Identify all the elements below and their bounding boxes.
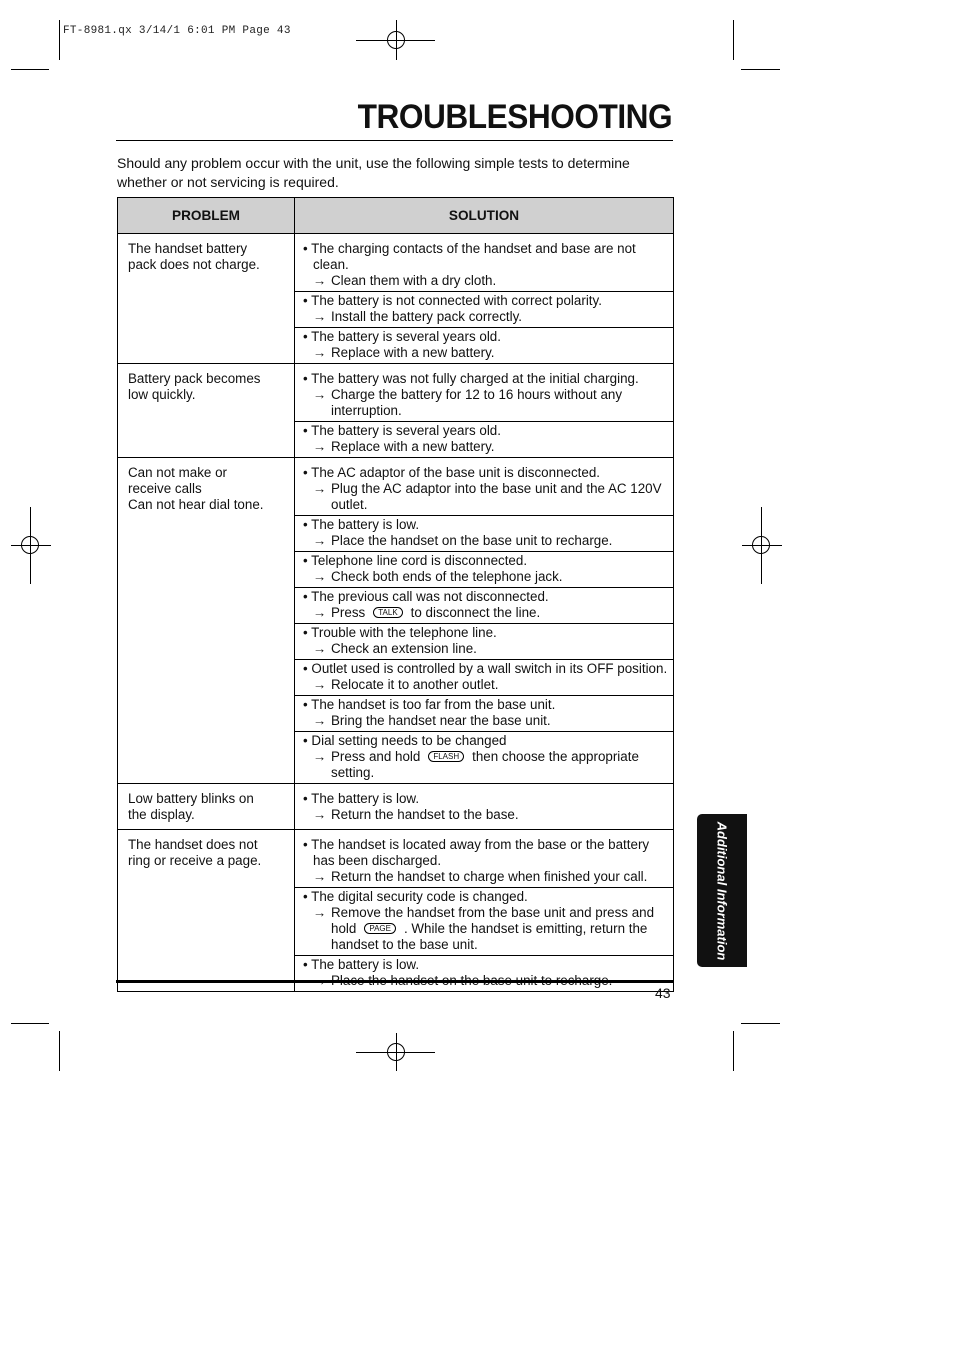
solution-header: SOLUTION [295, 198, 674, 234]
bullet: • [303, 733, 312, 748]
page-title: TROUBLESHOOTING [357, 98, 672, 136]
remedy-text [303, 569, 671, 585]
cause-text [303, 241, 671, 273]
cause-text [303, 733, 671, 749]
cause-text [303, 957, 671, 973]
table-row [118, 234, 674, 364]
bullet: • [303, 329, 312, 344]
bullet: • [303, 889, 312, 904]
bullet: • [303, 465, 312, 480]
cause-label: The digital security code is changed. [311, 889, 528, 904]
remedy-text [303, 677, 671, 693]
bullet: • [303, 791, 312, 806]
cause-label: The battery is several years old. [311, 423, 501, 438]
remedy-label: Plug the AC adaptor into the base unit and the AC 120V outlet. [331, 481, 662, 512]
solution-cell [295, 234, 674, 364]
solution-item [295, 887, 673, 955]
cause-text [303, 889, 671, 905]
table-row [118, 364, 674, 458]
bullet: • [303, 837, 312, 852]
problem-line: receive calls [128, 481, 202, 496]
remedy-label: Remove the handset from the base unit and press and hold [331, 905, 655, 936]
remedy-text [303, 869, 671, 885]
solution-cell [295, 458, 674, 784]
remedy-text [303, 481, 671, 513]
solution-cell [295, 830, 674, 992]
cause-label: Outlet used is controlled by a wall switch in its OFF position. [311, 661, 668, 676]
problem-line: Battery pack becomes [128, 371, 261, 386]
remedy-label: Check an extension line. [331, 641, 477, 656]
arrow-right-icon: → [313, 807, 327, 822]
remedy-label: to disconnect the line. [410, 605, 541, 620]
solution-item [295, 421, 673, 457]
problem-line: Can not make or [128, 465, 227, 480]
cause-label: Dial setting needs to be changed [311, 733, 507, 748]
remedy-label: Place the handset on the base unit to recharge. [331, 533, 613, 548]
cause-text [303, 465, 671, 481]
arrow-right-icon: → [313, 439, 327, 454]
remedy-label: Press and hold [331, 749, 421, 764]
remedy-text [303, 345, 671, 361]
cause-text [303, 625, 671, 641]
problem-line: low quickly. [128, 387, 196, 402]
table-row [118, 784, 674, 830]
section-tab [697, 814, 747, 967]
bullet: • [303, 957, 312, 972]
remedy-label: Return the handset to charge when finished your call. [331, 869, 648, 884]
solution-item [295, 830, 673, 887]
cause-text [303, 661, 671, 677]
page-number: 43 [655, 985, 671, 1001]
arrow-right-icon: → [313, 387, 327, 402]
problem-line: The handset battery [128, 241, 248, 256]
problem-cell [118, 830, 295, 992]
problem-line: pack does not charge. [128, 257, 260, 272]
arrow-right-icon: → [313, 569, 327, 584]
solution-item [295, 291, 673, 327]
bullet: • [303, 293, 312, 308]
bullet: • [303, 423, 312, 438]
solution-item [295, 587, 673, 623]
cause-label: The battery was not fully charged at the initial charging. [311, 371, 639, 386]
cause-text [303, 371, 671, 387]
remedy-label: Clean them with a dry cloth. [331, 273, 497, 288]
key-button-icon: PAGE [364, 923, 396, 934]
arrow-right-icon: → [313, 605, 327, 620]
problem-cell [118, 784, 295, 830]
remedy-label: Check both ends of the telephone jack. [331, 569, 563, 584]
solution-item [295, 784, 673, 825]
problem-header: PROBLEM [118, 198, 295, 234]
bullet: • [303, 241, 312, 256]
arrow-right-icon: → [313, 677, 327, 692]
print-slug: FT-8981.qx 3/14/1 6:01 PM Page 43 [63, 25, 291, 37]
solution-item [295, 327, 673, 363]
cause-label: The previous call was not disconnected. [311, 589, 549, 604]
solution-cell [295, 784, 674, 830]
solution-item [295, 234, 673, 291]
table-row [118, 830, 674, 992]
bullet: • [303, 553, 312, 568]
cause-label: The battery is not connected with correct polarity. [311, 293, 602, 308]
remedy-label: Return the handset to the base. [331, 807, 519, 822]
cause-label: The battery is low. [311, 791, 420, 806]
cause-text [303, 791, 671, 807]
bullet: • [303, 371, 312, 386]
bullet: • [303, 589, 312, 604]
intro-paragraph: Should any problem occur with the unit, use the following simple tests to determine whether or not servicing is required. [117, 155, 630, 190]
remedy-text [303, 273, 671, 289]
solution-item [295, 458, 673, 515]
bullet: • [303, 661, 312, 676]
solution-item [295, 731, 673, 783]
key-button-icon: FLASH [428, 751, 464, 762]
remedy-label: . While the handset is emitting, return the handset to the base unit. [331, 921, 648, 952]
arrow-right-icon: → [313, 481, 327, 496]
troubleshooting-table [117, 197, 674, 992]
solution-item [295, 623, 673, 659]
arrow-right-icon: → [313, 309, 327, 324]
arrow-right-icon: → [313, 713, 327, 728]
title-rule [116, 140, 673, 141]
cause-label: The charging contacts of the handset and base are not clean. [311, 241, 636, 272]
cause-text [303, 517, 671, 533]
cause-label: The AC adaptor of the base unit is disconnected. [311, 465, 600, 480]
remedy-text [303, 807, 671, 823]
problem-line: the display. [128, 807, 195, 822]
remedy-text [303, 641, 671, 657]
bottom-rule [116, 980, 673, 983]
cause-text [303, 293, 671, 309]
cause-text [303, 697, 671, 713]
remedy-text [303, 309, 671, 325]
cause-label: Telephone line cord is disconnected. [311, 553, 528, 568]
bullet: • [303, 517, 312, 532]
problem-cell [118, 364, 295, 458]
cause-label: The battery is low. [311, 517, 420, 532]
cause-text [303, 589, 671, 605]
cause-text [303, 553, 671, 569]
remedy-text [303, 905, 671, 953]
cause-label: Trouble with the telephone line. [311, 625, 497, 640]
remedy-label: Install the battery pack correctly. [331, 309, 523, 324]
problem-line: ring or receive a page. [128, 853, 262, 868]
arrow-right-icon: → [313, 641, 327, 656]
arrow-right-icon: → [313, 749, 327, 764]
cause-text [303, 423, 671, 439]
arrow-right-icon: → [313, 345, 327, 360]
remedy-label: Relocate it to another outlet. [331, 677, 499, 692]
arrow-right-icon: → [313, 905, 327, 920]
remedy-text [303, 533, 671, 549]
solution-item [295, 659, 673, 695]
solution-item [295, 364, 673, 421]
cause-text [303, 329, 671, 345]
cause-label: The handset is too far from the base unit. [311, 697, 556, 712]
problem-cell [118, 458, 295, 784]
problem-cell [118, 234, 295, 364]
bullet: • [303, 697, 312, 712]
remedy-label: Charge the battery for 12 to 16 hours without any interruption. [331, 387, 623, 418]
remedy-label: Press [331, 605, 366, 620]
problem-line: Low battery blinks on [128, 791, 254, 806]
problem-line: Can not hear dial tone. [128, 497, 264, 512]
solution-item [295, 955, 673, 991]
arrow-right-icon: → [313, 533, 327, 548]
section-tab-label: Additional Information [714, 821, 730, 960]
table-body [118, 234, 674, 992]
arrow-right-icon: → [313, 869, 327, 884]
problem-line: The handset does not [128, 837, 258, 852]
remedy-text [303, 749, 671, 781]
solution-item [295, 515, 673, 551]
key-button-icon: TALK [373, 607, 402, 618]
cause-label: The battery is low. [311, 957, 420, 972]
remedy-text [303, 605, 671, 621]
remedy-label: Replace with a new battery. [331, 345, 495, 360]
remedy-label: Bring the handset near the base unit. [331, 713, 551, 728]
solution-item [295, 551, 673, 587]
cause-label: The battery is several years old. [311, 329, 501, 344]
remedy-text [303, 439, 671, 455]
remedy-text [303, 387, 671, 419]
cause-text [303, 837, 671, 869]
remedy-label: Replace with a new battery. [331, 439, 495, 454]
table-row [118, 458, 674, 784]
solution-cell [295, 364, 674, 458]
remedy-label: then choose the appropriate setting. [331, 749, 639, 780]
cause-label: The handset is located away from the base or the battery has been discharged. [311, 837, 650, 868]
remedy-text [303, 713, 671, 729]
solution-item [295, 695, 673, 731]
bullet: • [303, 625, 312, 640]
arrow-right-icon: → [313, 273, 327, 288]
